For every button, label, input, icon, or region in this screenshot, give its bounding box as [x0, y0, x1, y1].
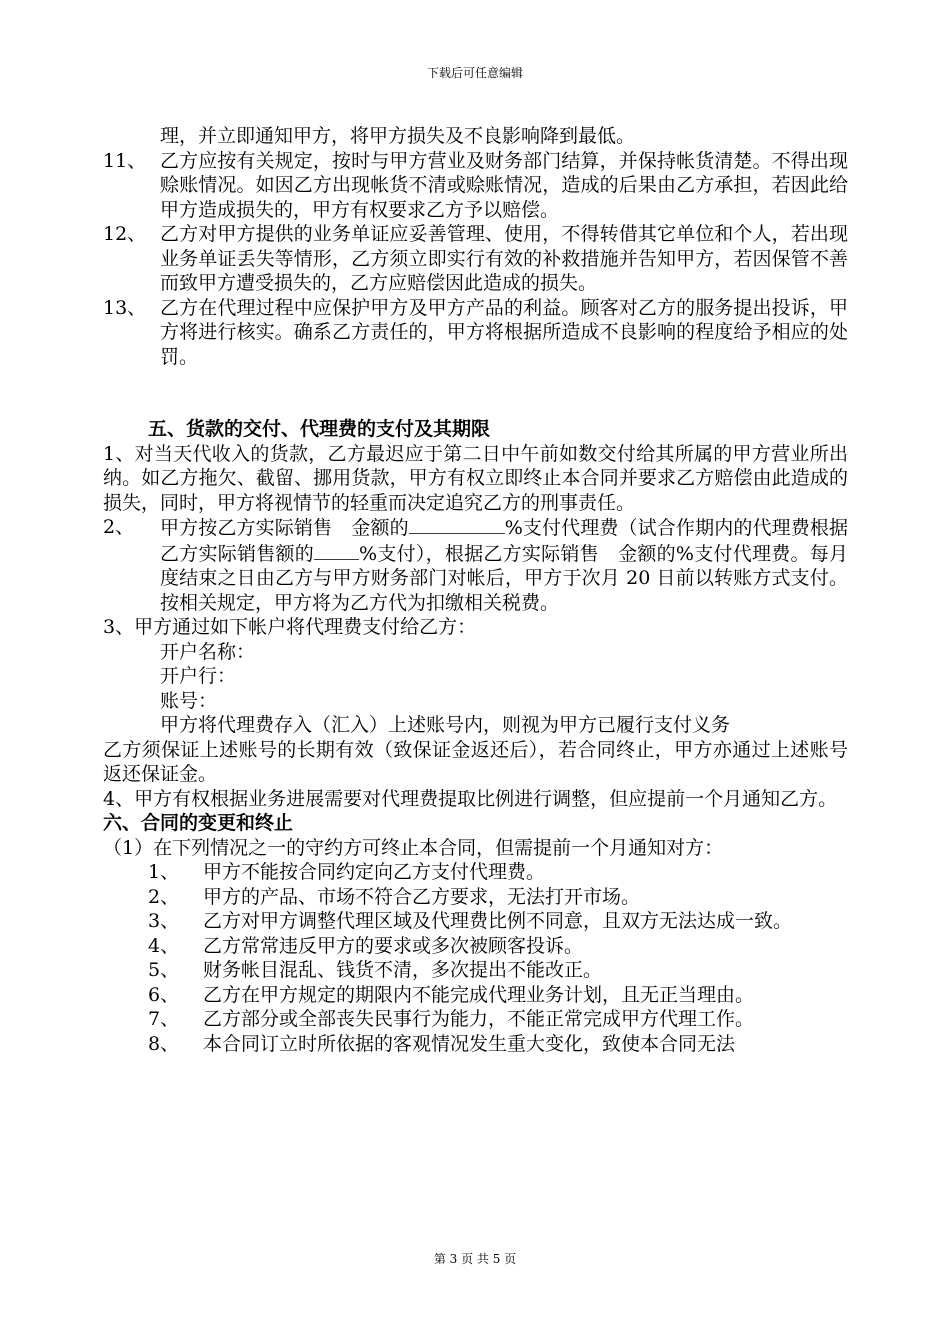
item-text: 乙方部分或全部丧失民事行为能力，不能正常完成甲方代理工作。 — [203, 1008, 755, 1030]
clause-number: 11、 — [103, 149, 147, 172]
termination-item-2 — [103, 885, 848, 910]
termination-item-4 — [103, 934, 848, 959]
item-number: 3、 — [148, 910, 180, 932]
paragraph-number: 2、 — [103, 516, 135, 538]
payment-note-line-2: 乙方须保证上述账号的长期有效（致保证金返还后），若合同终止，甲方亦通过上述账号返还保证金。 — [103, 738, 848, 785]
item-text: 乙方在甲方规定的期限内不能完成代理业务计划，且无正当理由。 — [203, 983, 755, 1006]
text-segment: %支付代理费（试合作期内的代理费根据乙方实际销售额的 — [160, 517, 848, 565]
termination-item-7 — [103, 1007, 848, 1032]
page-footer: 第 3 页 共 5 页 — [433, 1252, 517, 1266]
fill-blank-trial-rate[interactable] — [314, 541, 359, 560]
clause-number: 12、 — [103, 223, 147, 245]
item-text: 乙方对甲方调整代理区域及代理费比例不同意，且双方无法达成一致。 — [203, 910, 793, 932]
clause-text: 乙方对甲方提供的业务单证应妥善管理、使用，不得转借其它单位和个人，若出现业务单证丢失等情形，乙方须立即实行有效的补救措施并告知甲方，若因保管不善而致甲方遭受损失的，乙方应赔偿因此造成的损失。 — [160, 223, 848, 294]
termination-item-8 — [103, 1032, 848, 1057]
item-number: 6、 — [148, 983, 180, 1006]
item-number: 1、 — [148, 861, 180, 883]
clause-item-12 — [103, 222, 848, 296]
document-body — [103, 124, 848, 1056]
account-number-label: 账号： — [160, 689, 218, 712]
clause-item-13 — [103, 296, 848, 370]
termination-item-1 — [103, 860, 848, 885]
paragraph-text — [160, 515, 848, 615]
termination-item-3 — [103, 909, 848, 934]
item-text: 乙方常常违反甲方的要求或多次被顾客投诉。 — [203, 934, 584, 957]
payment-note-line-1: 甲方将代理费存入（汇入）上述账号内，则视为甲方已履行支付义务 — [160, 714, 731, 736]
item-number: 8、 — [148, 1032, 180, 1055]
clause-number: 13、 — [103, 296, 147, 319]
section-6-intro: （1）在下列情况之一的守约方可终止本合同，但需提前一个月通知对方： — [103, 836, 724, 859]
section-5-paragraph-2 — [103, 515, 848, 615]
spacer — [103, 369, 848, 417]
item-number: 7、 — [148, 1008, 180, 1030]
section-6-title: 六、合同的变更和终止 — [103, 812, 294, 834]
item-text: 财务帐目混乱、钱货不清，多次提出不能改正。 — [203, 959, 603, 981]
text-segment: 甲方按乙方实际销售 金额的 — [160, 517, 409, 539]
account-bank-label: 开户行： — [160, 665, 237, 687]
account-name-label: 开户名称： — [160, 640, 256, 663]
item-text: 甲方不能按合同约定向乙方支付代理费。 — [203, 861, 546, 883]
termination-item-6 — [103, 983, 848, 1008]
fill-blank-rate[interactable] — [409, 515, 505, 534]
item-text: 本合同订立时所依据的客观情况发生重大变化，致使本合同无法 — [203, 1032, 736, 1055]
section-5-paragraph-3: 3、甲方通过如下帐户将代理费支付给乙方： — [103, 616, 477, 638]
page-header: 下载后可任意编辑 — [426, 66, 523, 80]
section-5-paragraph-1: 1、对当天代收入的货款，乙方最迟应于第二日中午前如数交付给其所属的甲方营业所出纳。如乙方拖欠、截留、挪用货款，甲方有权立即终止本合同并要求乙方赔偿由此造成的损失，同时，甲方将视情节的轻重而决定追究乙方的刑事责任。 — [103, 442, 848, 514]
clause-item-11 — [103, 149, 848, 223]
termination-item-5 — [103, 958, 848, 983]
clause-text: 乙方应按有关规定，按时与甲方营业及财务部门结算，并保持帐货清楚。不得出现赊账情况。如因乙方出现帐货不清或赊账情况，造成的后果由乙方承担，若因此给甲方造成损失的，甲方有权要求乙方予以赔偿。 — [160, 149, 848, 221]
item-10-continuation: 理，并立即通知甲方，将甲方损失及不良影响降到最低。 — [160, 125, 636, 147]
item-number: 5、 — [148, 959, 180, 981]
clause-text: 乙方在代理过程中应保护甲方及甲方产品的利益。顾客对乙方的服务提出投诉，甲方将进行核实。确系乙方责任的，甲方将根据所造成不良影响的程度给予相应的处罚。 — [160, 296, 848, 368]
item-text: 甲方的产品、市场不符合乙方要求，无法打开市场。 — [203, 885, 641, 908]
section-5-title: 五、货款的交付、代理费的支付及其期限 — [148, 418, 491, 440]
item-number: 2、 — [148, 885, 180, 908]
section-5-paragraph-4: 4、甲方有权根据业务进展需要对代理费提取比例进行调整，但应提前一个月通知乙方。 — [103, 787, 838, 810]
item-number: 4、 — [148, 934, 180, 957]
text-segment: %支付），根据乙方实际销售 金额的%支付代理费。每月度结束之日由乙方与甲方财务部门对帐后，甲方于次月 20 日前以转账方式支付。按相关规定，甲方将为乙方代为扣缴相关税费。 — [160, 542, 848, 614]
